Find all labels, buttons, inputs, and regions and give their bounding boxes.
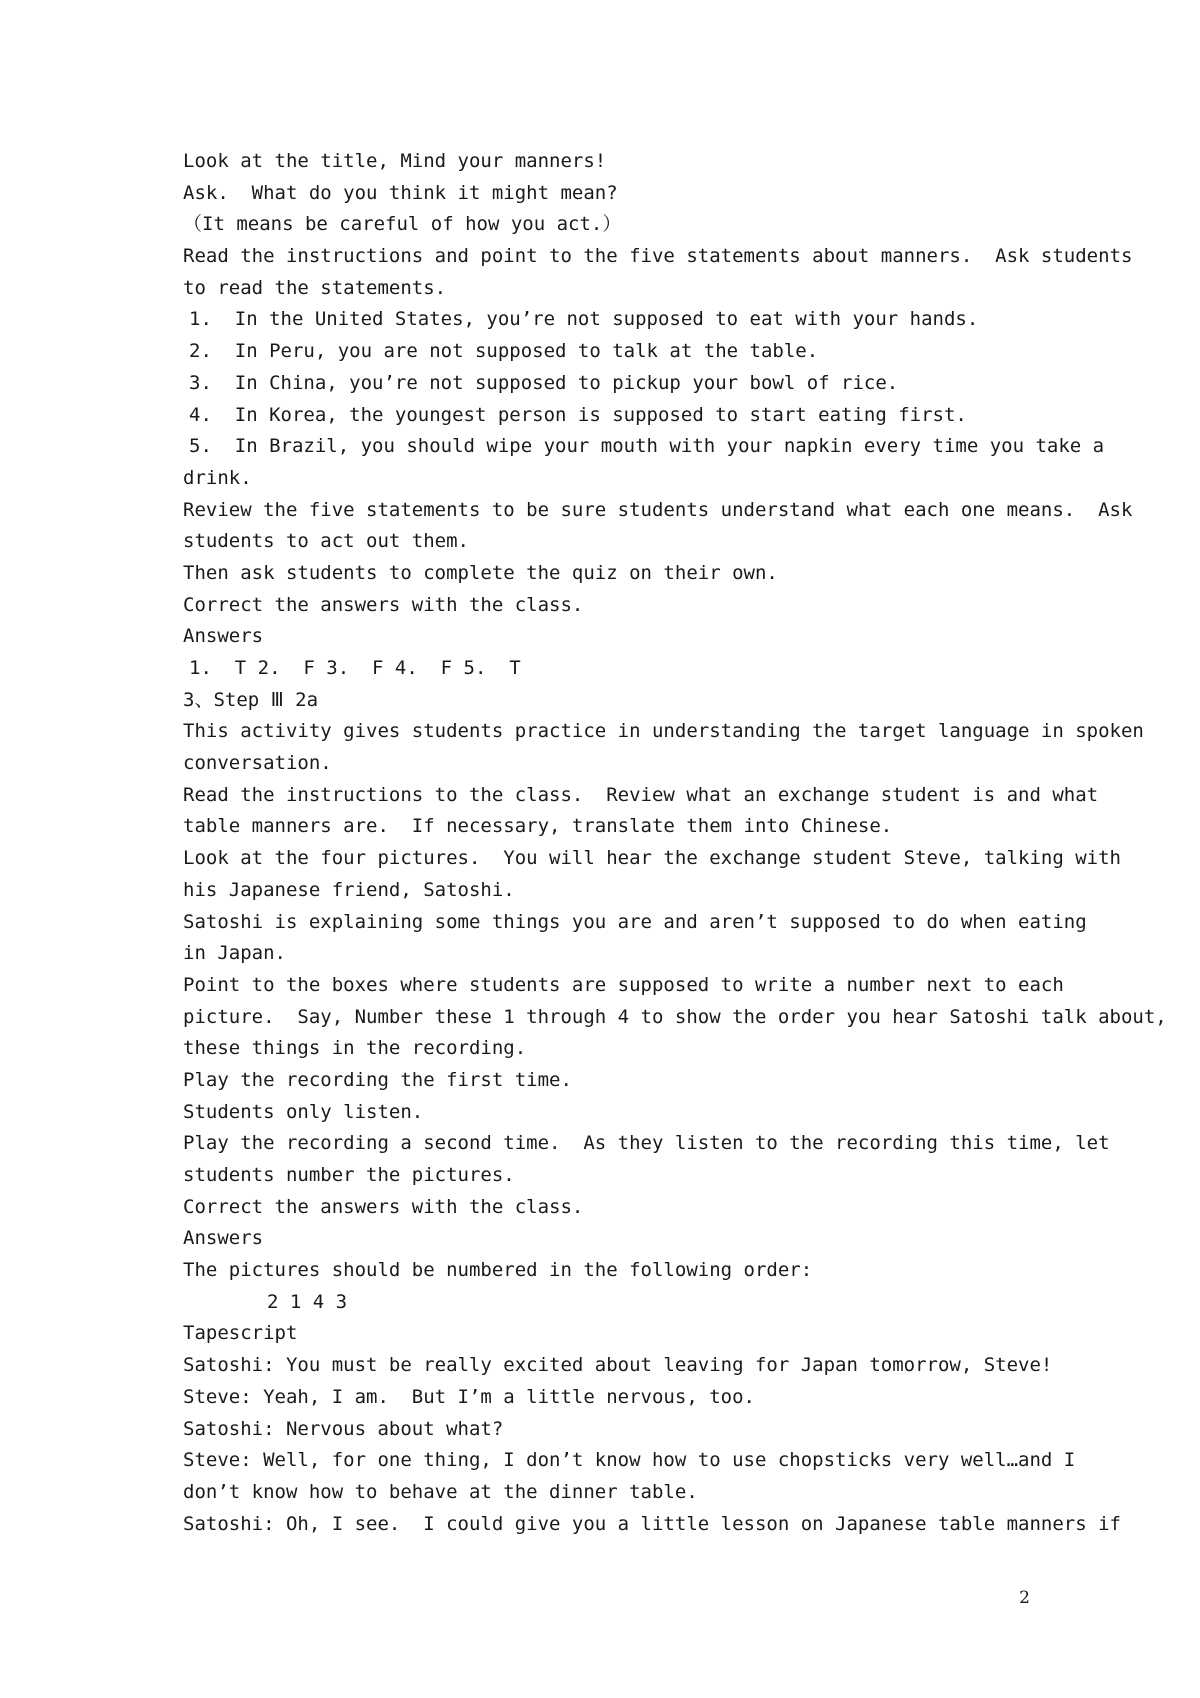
text-line: drink. [183, 466, 252, 489]
text-line: The pictures should be numbered in the following order: [183, 1259, 813, 1282]
answers-line: 1. T 2. F 3. F 4. F 5. T [189, 657, 521, 679]
dialogue-line: Steve: Yeah, I am. But I’m a little nervous, too. [183, 1385, 755, 1408]
text-line: conversation. [183, 752, 332, 775]
answers-heading: Answers [183, 1227, 264, 1250]
statement-item: 2. In Peru, you are not supposed to talk at the table. [189, 340, 819, 363]
text-line: Play the recording the first time. [183, 1068, 572, 1091]
text-line: Correct the answers with the class. [183, 593, 584, 616]
statement-item: 4. In Korea, the youngest person is supposed to start eating first. [189, 403, 967, 426]
step-heading: 3、Step Ⅲ 2a [183, 688, 319, 711]
text-line: Read the instructions and point to the five statements about manners. Ask students [183, 245, 1133, 268]
text-line: table manners are. If necessary, translate them into Chinese. [183, 815, 893, 838]
text-line: （It means be careful of how you act.） [183, 213, 622, 236]
dialogue-line: Satoshi: Oh, I see. I could give you a little lesson on Japanese table manners if [183, 1512, 1121, 1535]
text-line: Review the five statements to be sure students understand what each one means. Ask [183, 498, 1133, 521]
text-line: Then ask students to complete the quiz on their own. [183, 561, 778, 584]
text-line: This activity gives students practice in understanding the target language in spoken [183, 720, 1144, 743]
text-line: Students only listen. [183, 1100, 424, 1123]
text-line: his Japanese friend, Satoshi. [183, 878, 515, 901]
text-line: students to act out them. [183, 530, 469, 553]
text-line: picture. Say, Number these 1 through 4 to show the order you hear Satoshi talk about, [183, 1005, 1167, 1028]
text-line: Correct the answers with the class. [183, 1195, 584, 1218]
statement-item: 3. In China, you’re not supposed to pickup your bowl of rice. [189, 371, 899, 394]
text-line: these things in the recording. [183, 1037, 527, 1060]
text-line: students number the pictures. [183, 1164, 515, 1186]
answers-heading: Answers [183, 625, 264, 648]
tapescript-heading: Tapescript [183, 1322, 298, 1345]
text-line: Read the instructions to the class. Review what an exchange student is and what [183, 783, 1099, 806]
text-line: Play the recording a second time. As they listen to the recording this time, let [183, 1132, 1110, 1155]
text-line: Ask. What do you think it might mean? [183, 181, 618, 204]
document-body [183, 146, 1167, 1540]
text-line: to read the statements. [183, 276, 447, 299]
text-line: Point to the boxes where students are supposed to write a number next to each [183, 973, 1064, 996]
dialogue-line: Steve: Well, for one thing, I don’t know how to use chopsticks very well…and I [183, 1449, 1076, 1472]
text-line: Satoshi is explaining some things you are and aren’t supposed to do when eating [183, 910, 1087, 933]
dialogue-line: don’t know how to behave at the dinner table. [183, 1480, 698, 1503]
statement-item: 1. In the United States, you’re not supposed to eat with your hands. [189, 308, 979, 331]
dialogue-line: Satoshi: You must be really excited about leaving for Japan tomorrow, Steve! [183, 1354, 1053, 1377]
text-line: in Japan. [183, 942, 286, 965]
page-number: 2 [1019, 1588, 1030, 1608]
statement-item: 5. In Brazil, you should wipe your mouth with your napkin every time you take a [189, 435, 1105, 458]
answers-line: 2 1 4 3 [267, 1290, 348, 1313]
text-line: Look at the four pictures. You will hear the exchange student Steve, talking with [183, 847, 1121, 870]
text-line: Look at the title, Mind your manners! [183, 150, 607, 172]
dialogue-line: Satoshi: Nervous about what? [183, 1417, 504, 1440]
